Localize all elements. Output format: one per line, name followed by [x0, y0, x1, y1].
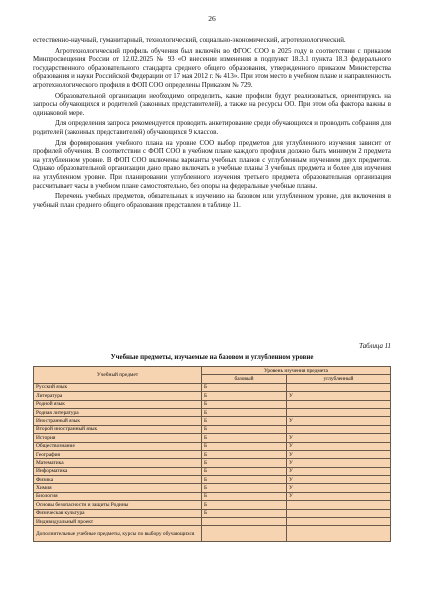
- advanced-cell: У: [287, 442, 391, 450]
- subject-cell: Литература: [34, 392, 202, 400]
- table-row: [34, 383, 391, 391]
- basic-cell: Б: [202, 434, 287, 442]
- advanced-cell: [287, 408, 391, 416]
- subject-cell: Родной язык: [34, 400, 202, 408]
- table-row: [34, 434, 391, 442]
- table-row: [34, 400, 391, 408]
- subject-cell: География: [34, 450, 202, 458]
- table-row: [34, 459, 391, 467]
- basic-cell: Б: [202, 392, 287, 400]
- subject-cell: Физика: [34, 476, 202, 484]
- table-row: [34, 501, 391, 509]
- advanced-cell: [287, 518, 391, 526]
- basic-cell: Б: [202, 442, 287, 450]
- subject-cell: Индивидуальный проект: [34, 518, 202, 526]
- advanced-cell: У: [287, 492, 391, 500]
- basic-cell: Б: [202, 501, 287, 509]
- subject-cell: Информатика: [34, 467, 202, 475]
- basic-cell: [202, 526, 287, 542]
- header-level: Уровень изучения предмета: [202, 367, 391, 375]
- basic-cell: Б: [202, 467, 287, 475]
- basic-cell: Б: [202, 484, 287, 492]
- table-title: Учебные предметы, изучаемые на базовом и углубленном уровне: [110, 354, 314, 361]
- basic-cell: [202, 518, 287, 526]
- table-row: [34, 492, 391, 500]
- table-row: [34, 392, 391, 400]
- table-row: [34, 509, 391, 517]
- advanced-cell: [287, 400, 391, 408]
- table-row: [34, 476, 391, 484]
- page-number: 26: [208, 14, 216, 23]
- table-row: [34, 442, 391, 450]
- header-subject: Учебный предмет: [34, 367, 202, 384]
- subject-cell: Математика: [34, 459, 202, 467]
- advanced-cell: У: [287, 459, 391, 467]
- basic-cell: Б: [202, 383, 287, 391]
- subject-cell: История: [34, 434, 202, 442]
- table-header-row: [34, 367, 391, 375]
- advanced-cell: [287, 526, 391, 542]
- basic-cell: Б: [202, 417, 287, 425]
- header-advanced: углубленный: [287, 375, 391, 383]
- subject-cell: Биология: [34, 492, 202, 500]
- paragraph: Перечень учебных предметов, обязательных к изучению на базовом или углубленном уровне, для включения в учебный план среднего общего образования представлен в таблице 11.: [33, 193, 391, 209]
- table-row: [34, 417, 391, 425]
- table-caption: Таблица 11: [359, 343, 391, 350]
- header-basic: базовый: [202, 375, 287, 383]
- subject-cell: Дополнительные учебные предметы, курсы по выбору обучающихся: [34, 526, 202, 542]
- advanced-cell: У: [287, 434, 391, 442]
- advanced-cell: У: [287, 476, 391, 484]
- basic-cell: Б: [202, 408, 287, 416]
- advanced-cell: У: [287, 467, 391, 475]
- table-row: [34, 526, 391, 542]
- advanced-cell: У: [287, 484, 391, 492]
- advanced-cell: У: [287, 417, 391, 425]
- subject-cell: Физическая культура: [34, 509, 202, 517]
- subject-cell: Основы безопасности и защиты Родины: [34, 501, 202, 509]
- advanced-cell: [287, 425, 391, 433]
- paragraph: Образовательной организации необходимо определить, какие профили будут реализоваться, ориентируясь на запросы обучающихся и родителей (законных представителей), а также на ресурсы ОО. При этом оба фактора важны в одинаковой мере.: [33, 92, 391, 117]
- table-row: [34, 450, 391, 458]
- advanced-cell: У: [287, 450, 391, 458]
- paragraph: Агротехнологический профиль обучения был включён во ФГОС СОО в 2025 году в соответствии с приказом Минпросвещения России от 12.02.2025 № 93 «О внесении изменения в подпункт 18.3.1 пункта 18.3 федерального государственного образовательного стандарта среднего общего образования, утвержденного приказом Министерства образования и науки Российской Федерации от 17 мая 2012 г. № 413». При этом место в учебном плане и направленность агротехнологического профиля в ФОП СОО определены Приказом № 729.: [33, 47, 391, 89]
- basic-cell: Б: [202, 509, 287, 517]
- subject-cell: Иностранный язык: [34, 417, 202, 425]
- basic-cell: Б: [202, 459, 287, 467]
- advanced-cell: [287, 509, 391, 517]
- table-row: [34, 518, 391, 526]
- subject-cell: Химия: [34, 484, 202, 492]
- basic-cell: Б: [202, 492, 287, 500]
- subject-cell: Родная литература: [34, 408, 202, 416]
- table-row: [34, 467, 391, 475]
- advanced-cell: У: [287, 392, 391, 400]
- basic-cell: Б: [202, 476, 287, 484]
- body-text: [33, 37, 391, 212]
- basic-cell: Б: [202, 400, 287, 408]
- subject-cell: Второй иностранный язык: [34, 425, 202, 433]
- basic-cell: Б: [202, 425, 287, 433]
- table-row: [34, 484, 391, 492]
- basic-cell: Б: [202, 450, 287, 458]
- paragraph: естественно-научный, гуманитарный, технологический, социально-экономический, агротехнологический.: [33, 37, 346, 44]
- table-row: [34, 408, 391, 416]
- advanced-cell: [287, 501, 391, 509]
- advanced-cell: [287, 383, 391, 391]
- paragraph: Для формирования учебного плана на уровне СОО выбор предметов для углубленного изучения зависит от профилей обучения. В соответствии с ФОП СОО в учебном плане каждого профиля должно быть минимум 2 предмета на углубленном уровне. В ФОП СОО включены варианты учебных планов с углубленным изучением двух предметов. Однако образовательной организации дано право включать в учебные планы 3 учебных предмета и более для изучения на углубленном уровне. При планировании углубленного изучения третьего предмета образовательная организация рассчитывает часы в учебном плане самостоятельно, без опоры на федеральные учебные планы.: [33, 139, 391, 190]
- paragraph: Для определения запроса рекомендуется проводить анкетирование среди обучающихся и проводить собрания для родителей (законных представителей) обучающихся 9 классов.: [33, 120, 391, 136]
- table-row: [34, 425, 391, 433]
- subjects-table: [33, 366, 391, 542]
- subject-cell: Обществознание: [34, 442, 202, 450]
- subject-cell: Русский язык: [34, 383, 202, 391]
